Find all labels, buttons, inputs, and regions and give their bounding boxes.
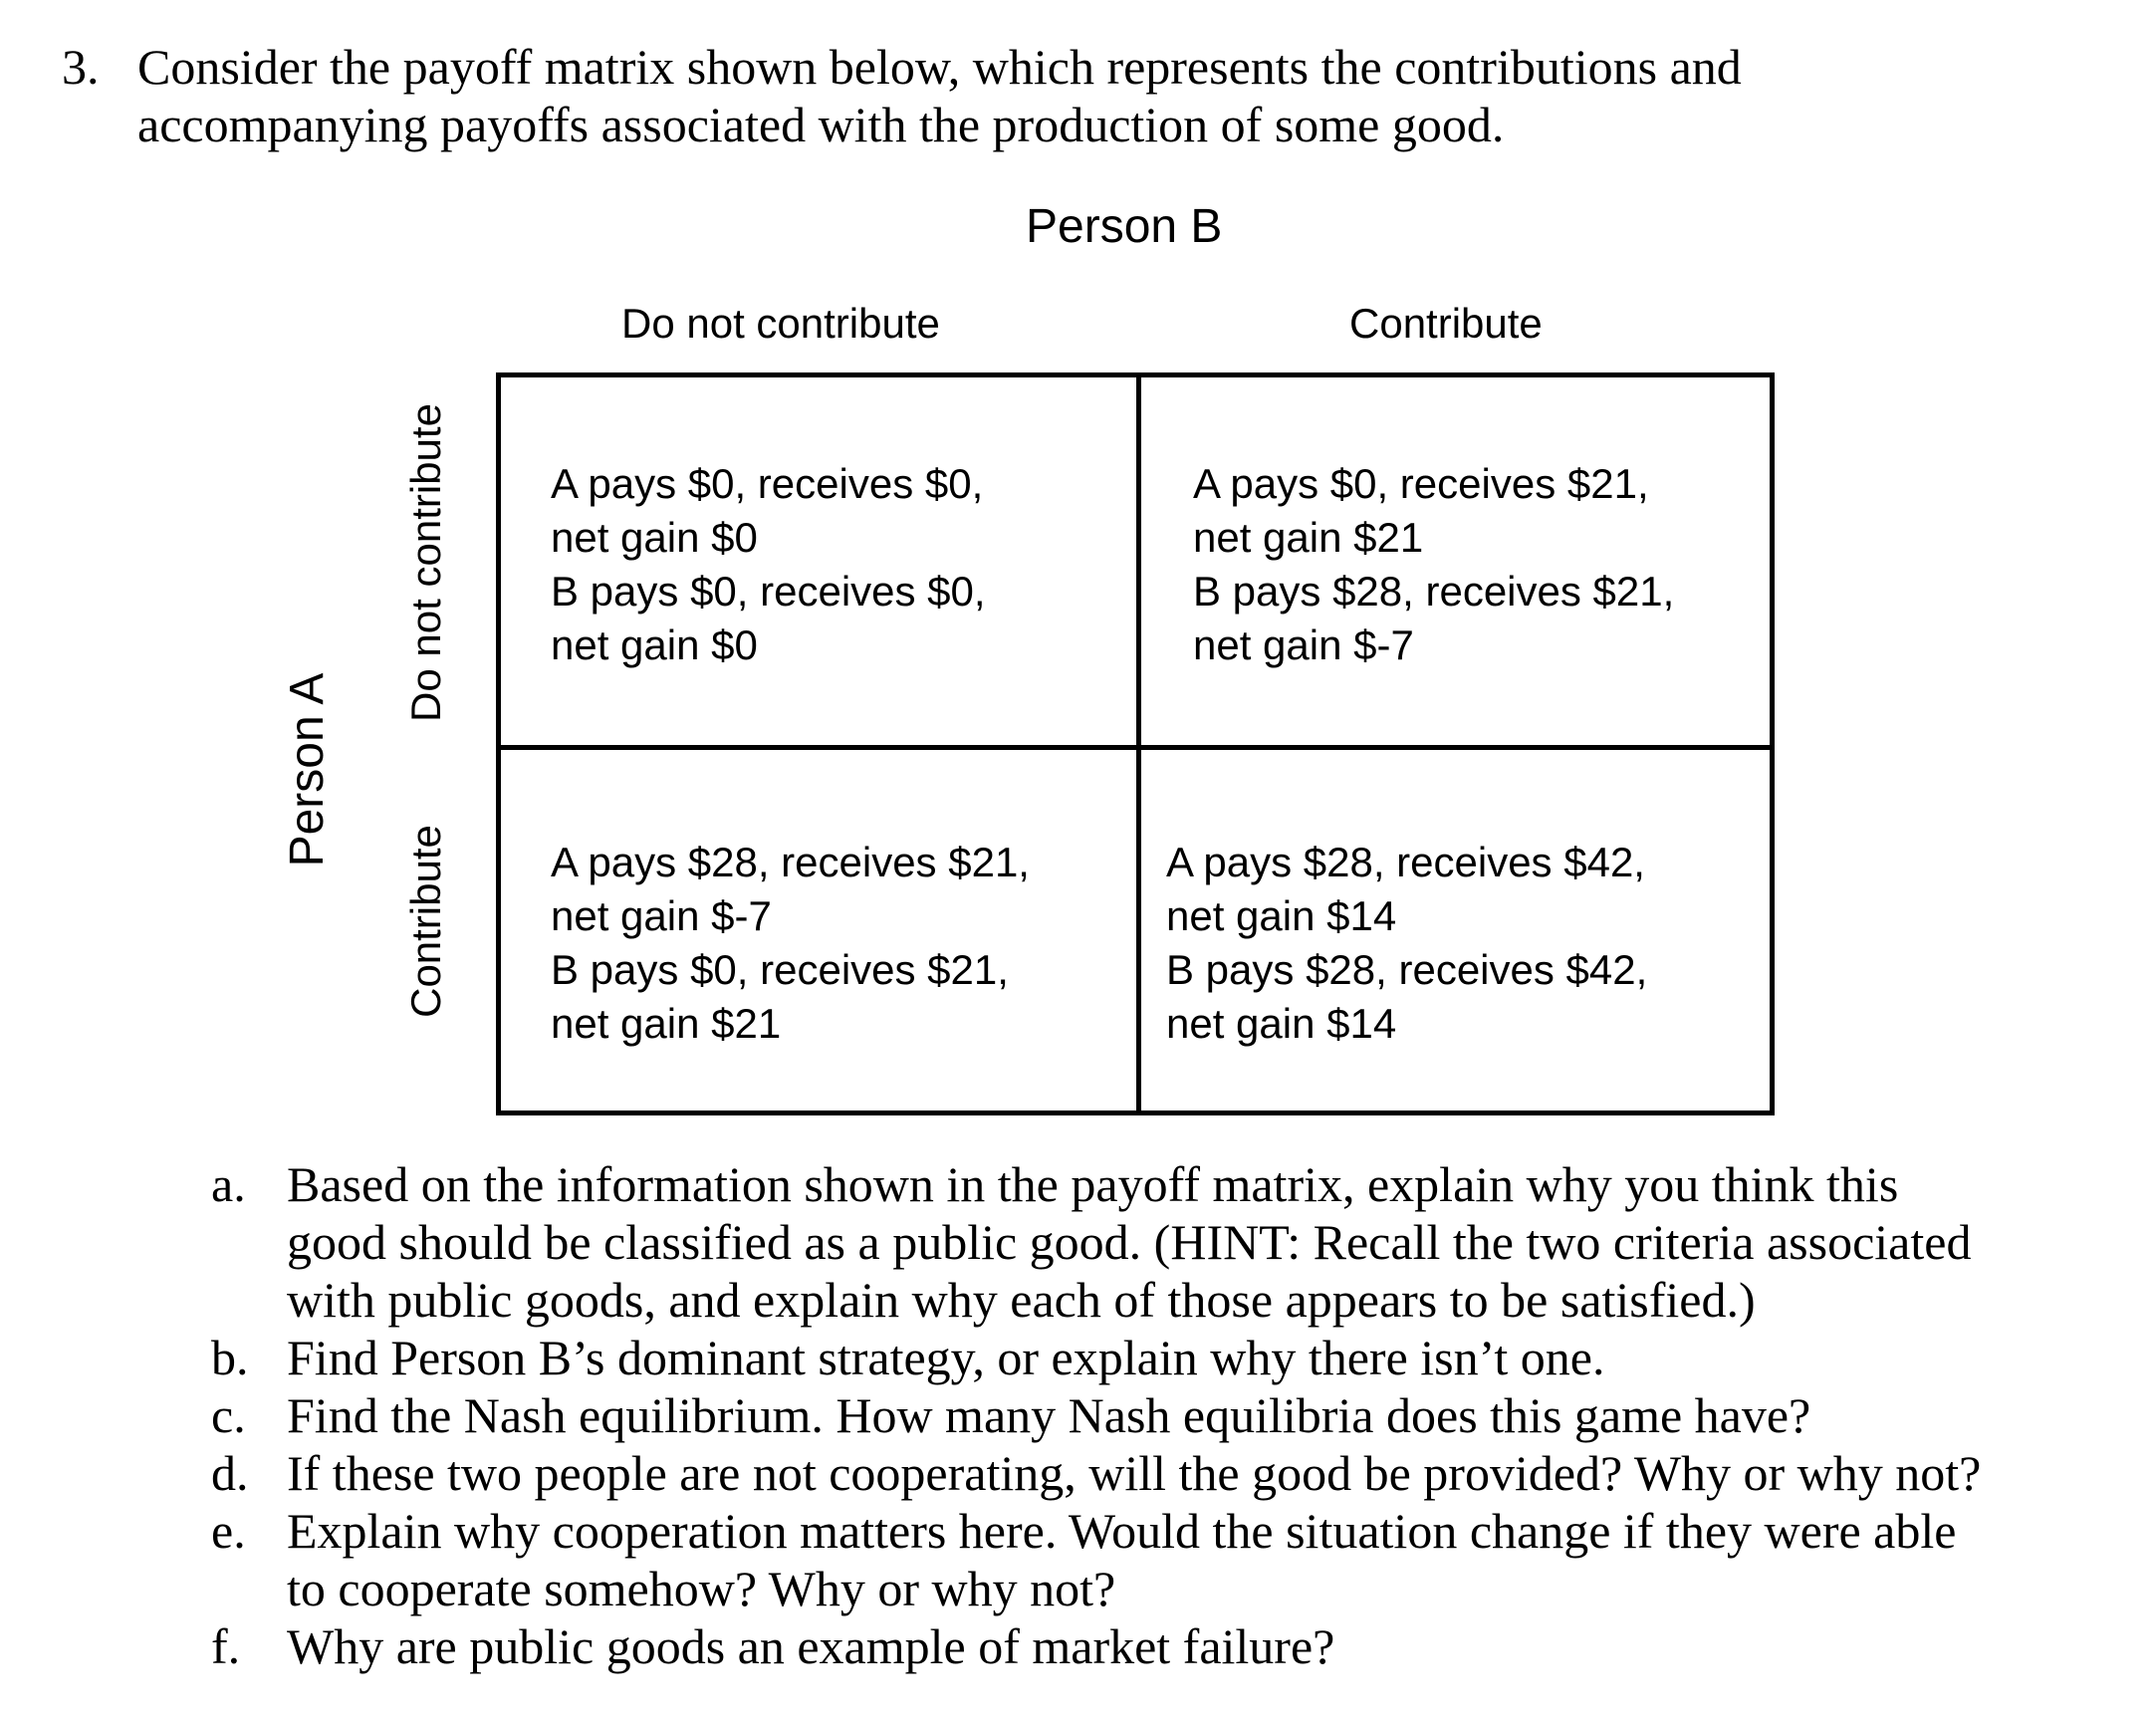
row-player-label: Person A: [281, 672, 334, 867]
payoff-cell-a-contributes: [551, 836, 1030, 1051]
question-number: 3.: [62, 39, 100, 95]
question-intro-line-1: Consider the payoff matrix shown below, which represents the contributions and: [137, 39, 1742, 95]
subquestion-text-line: If these two people are not cooperating, will the good be provided? Why or why not?: [287, 1445, 1982, 1501]
payoff-line: net gain $14: [1166, 1000, 1397, 1047]
column-player-label: Person B: [1026, 200, 1223, 253]
subquestion-text-line: with public goods, and explain why each of those appears to be satisfied.): [287, 1272, 1756, 1328]
subquestion-text-line: Find the Nash equilibrium. How many Nash equilibria does this game have?: [287, 1387, 1811, 1443]
payoff-line: net gain $0: [551, 514, 758, 561]
payoff-line: B pays $28, receives $42,: [1166, 946, 1648, 993]
row-header-do-not-contribute: Do not contribute: [402, 403, 449, 722]
payoff-line: A pays $0, receives $0,: [551, 460, 984, 507]
subquestion-letter: a.: [211, 1156, 246, 1212]
payoff-line: net gain $21: [1193, 514, 1424, 561]
payoff-cell-both-not-contribute: [551, 457, 986, 672]
payoff-line: A pays $28, receives $42,: [1166, 839, 1645, 885]
subquestion-letter: f.: [211, 1618, 241, 1674]
payoff-line: net gain $14: [1166, 892, 1397, 939]
column-header-contribute: Contribute: [1349, 300, 1543, 347]
subquestion-text-line: Based on the information shown in the payoff matrix, explain why you think this: [287, 1156, 1899, 1212]
question-intro-line-2: accompanying payoffs associated with the production of some good.: [137, 97, 1505, 152]
payoff-cell-b-contributes: [1193, 457, 1674, 672]
payoff-line: B pays $28, receives $21,: [1193, 568, 1675, 615]
subquestion-letter: d.: [211, 1445, 249, 1501]
subquestion-text-line: to cooperate somehow? Why or why not?: [287, 1561, 1116, 1616]
payoff-line: A pays $0, receives $21,: [1193, 460, 1649, 507]
subquestion-letter: c.: [211, 1387, 246, 1443]
subquestion-letter: b.: [211, 1330, 249, 1385]
payoff-line: net gain $-7: [551, 892, 772, 939]
payoff-cell-both-contribute: [1166, 836, 1647, 1051]
subquestion-letter: e.: [211, 1503, 246, 1559]
payoff-line: net gain $-7: [1193, 621, 1414, 668]
payoff-line: A pays $28, receives $21,: [551, 839, 1030, 885]
payoff-matrix: [496, 372, 1775, 1115]
payoff-line: net gain $0: [551, 621, 758, 668]
matrix-vertical-divider: [1136, 377, 1141, 1110]
subquestion-text-line: good should be classified as a public good. (HINT: Recall the two criteria associated: [287, 1214, 1972, 1270]
payoff-line: B pays $0, receives $21,: [551, 946, 1009, 993]
subquestion-text-line: Find Person B’s dominant strategy, or explain why there isn’t one.: [287, 1330, 1605, 1385]
column-header-do-not-contribute: Do not contribute: [621, 300, 940, 347]
payoff-line: net gain $21: [551, 1000, 782, 1047]
subquestion-text-line: Explain why cooperation matters here. Would the situation change if they were able: [287, 1503, 1957, 1559]
subquestion-text-line: Why are public goods an example of market failure?: [287, 1618, 1335, 1674]
row-header-contribute: Contribute: [402, 825, 449, 1018]
payoff-line: B pays $0, receives $0,: [551, 568, 986, 615]
matrix-horizontal-divider: [501, 745, 1770, 750]
